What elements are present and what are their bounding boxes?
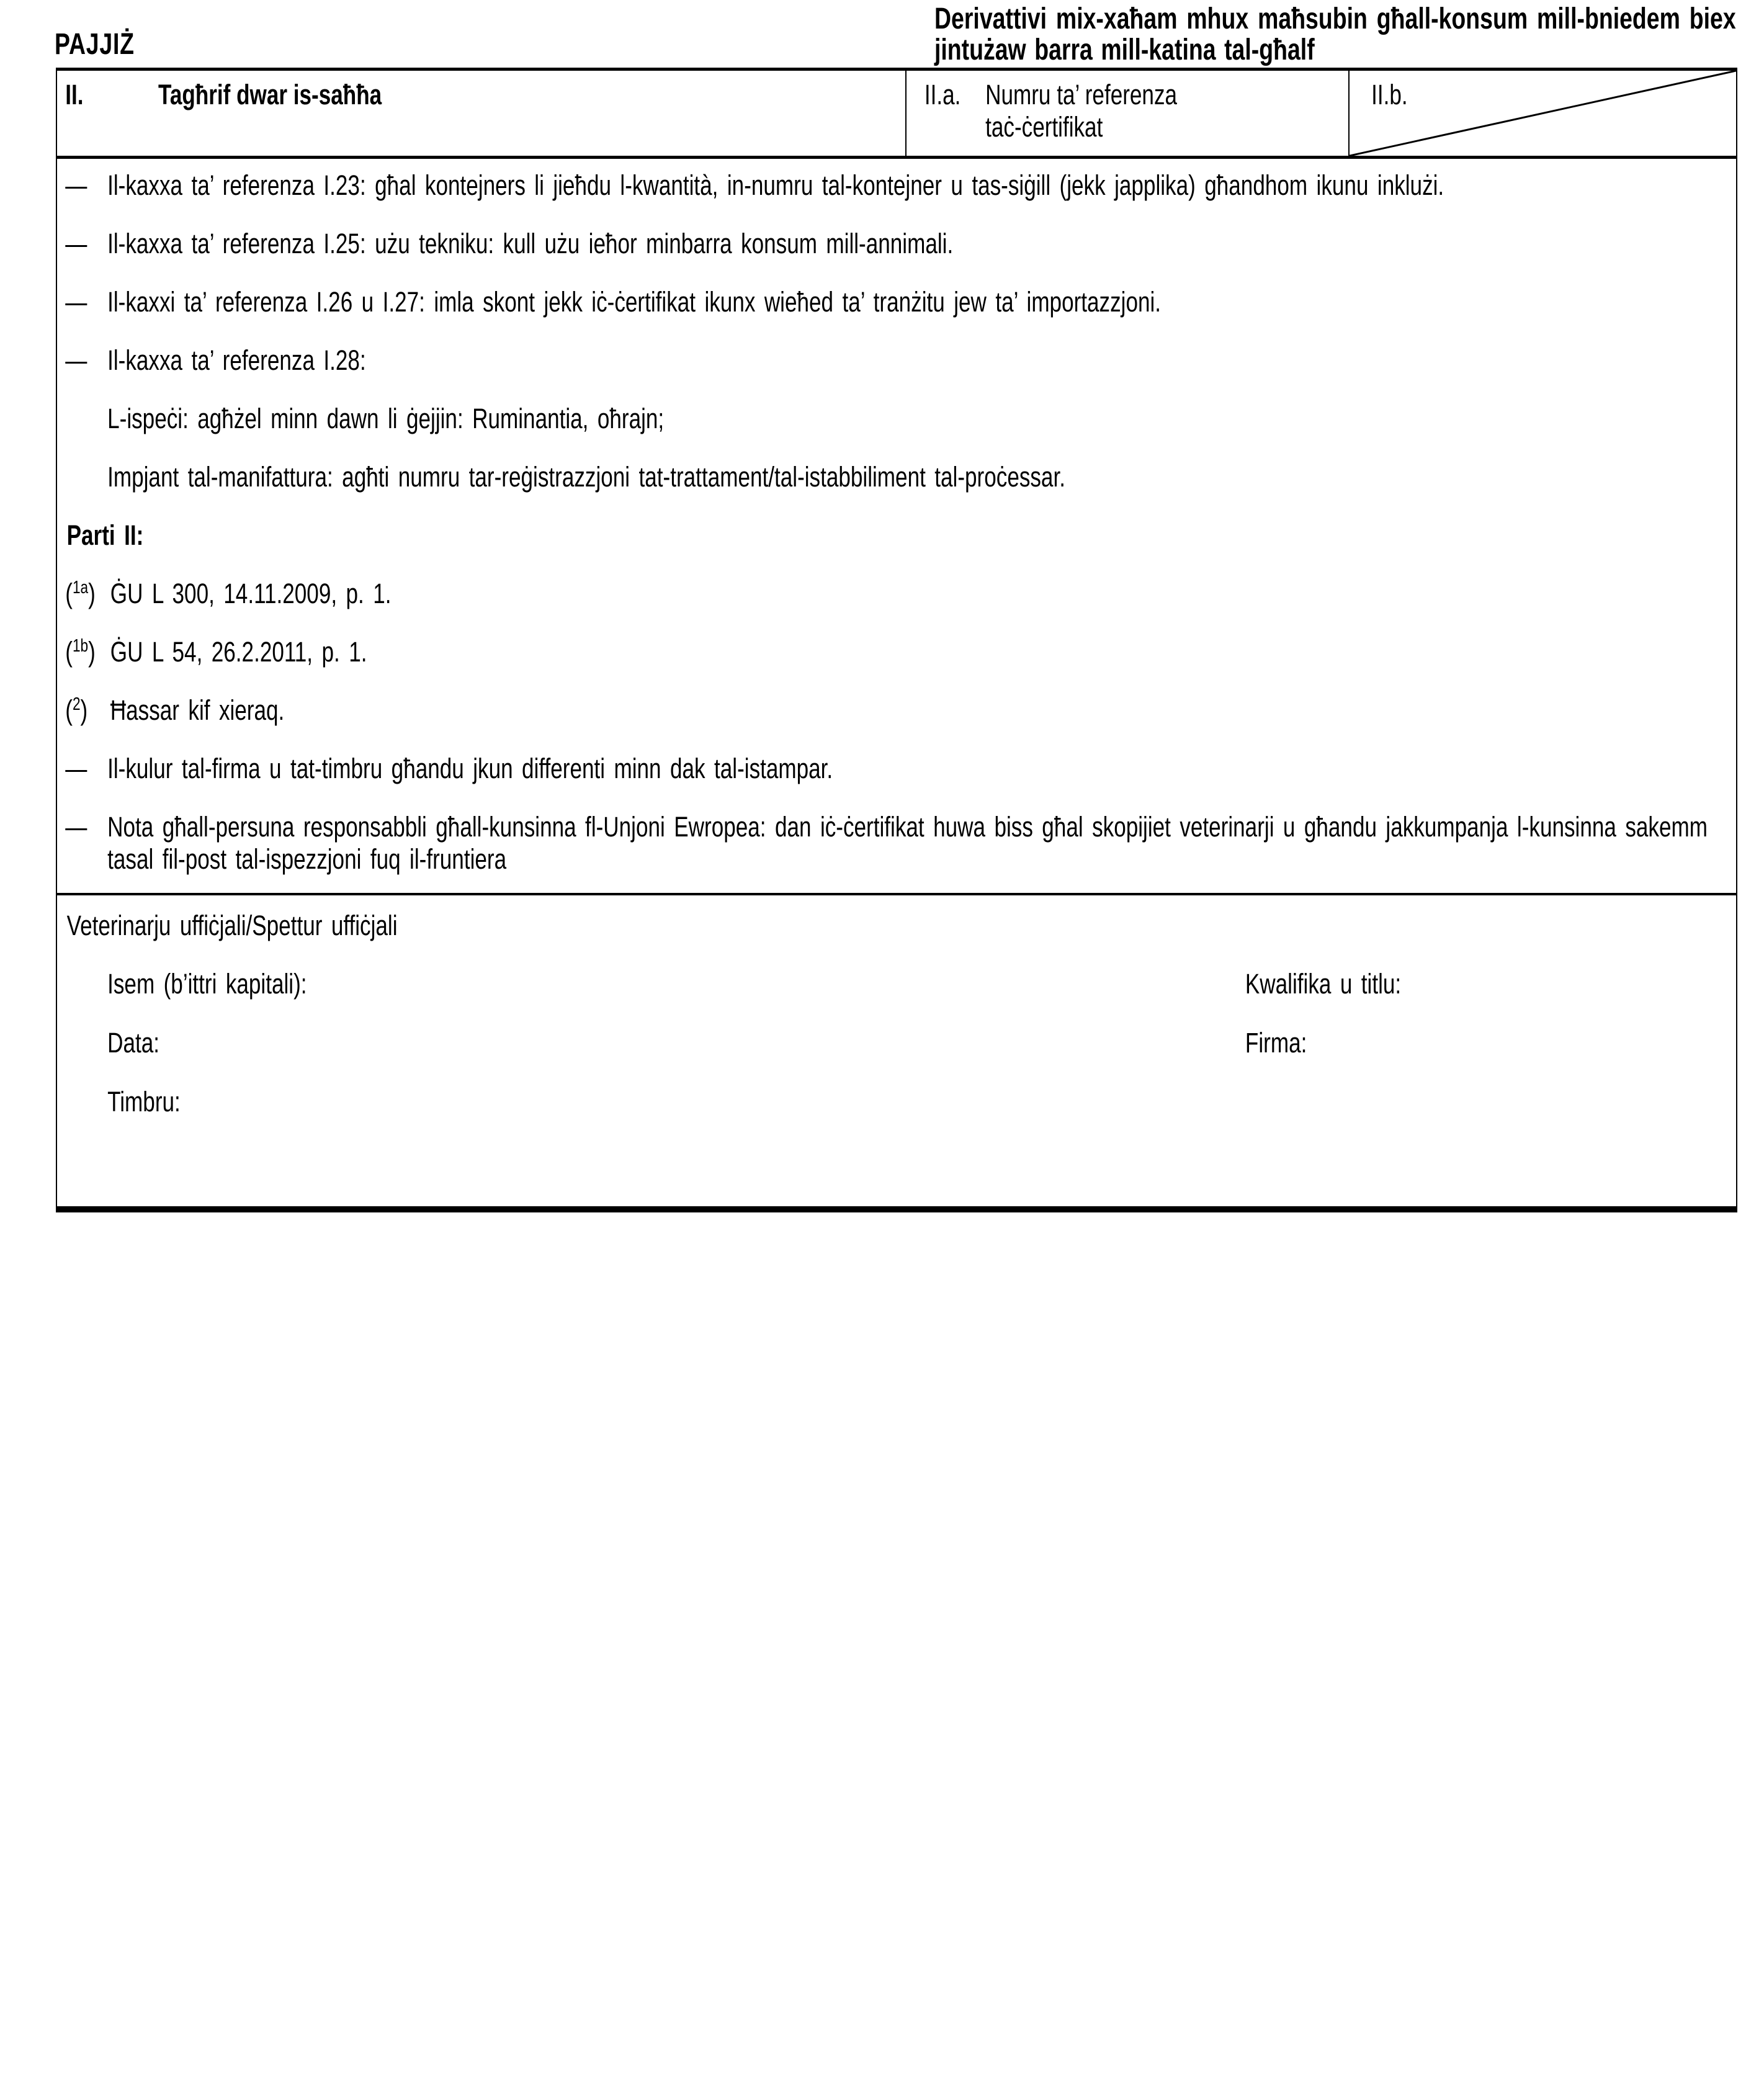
- table-header-row: [57, 71, 1736, 159]
- certificate-table: [56, 68, 1737, 1212]
- notes-section: [57, 159, 1736, 895]
- note-item: [57, 286, 1714, 318]
- footnote-marker: ($^{1a}$): [65, 578, 96, 609]
- footnote-text: ĠU L 300, 14.11.2009, p. 1.: [110, 578, 392, 609]
- note-text: L-ispeċi: agħżel minn dawn li ġejjin: Ruminantia, oħrajn;: [107, 403, 665, 434]
- part-ii-label: Parti II:: [66, 519, 144, 551]
- footnote-text: ĠU L 54, 26.2.2011, p. 1.: [110, 636, 367, 668]
- date-label: Data:: [107, 1027, 160, 1059]
- note-text: Il-kulur tal-firma u tat-timbru għandu jkun differenti minn dak tal-istampar.: [107, 753, 833, 784]
- header-cell-iib: [1348, 71, 1736, 156]
- footnote-item: [57, 578, 1717, 610]
- footnote-marker: ($^2$): [65, 694, 88, 726]
- dash-marker: —: [65, 228, 87, 259]
- note-item: [57, 169, 1714, 202]
- qualification-label: Kwalifika u titlu:: [1245, 968, 1402, 1000]
- dash-marker: —: [65, 286, 87, 318]
- note-item: [57, 228, 1714, 260]
- name-label: Isem (b’ittri kapitali):: [107, 968, 307, 1000]
- signature-date-row: [57, 1027, 1714, 1059]
- footnote-item: [57, 694, 1717, 727]
- signature-section: [57, 895, 1736, 1206]
- note-subitem: [57, 461, 1714, 493]
- note-text: Il-kaxxa ta’ referenza I.28:: [107, 344, 366, 376]
- certificate-ref-code: II.a.: [924, 79, 961, 110]
- note-text: Impjant tal-manifattura: agħti numru tar-reġistrazzjoni tat-trattament/tal-istabbiliment tal-proċessar.: [107, 461, 1065, 493]
- dash-marker: —: [65, 753, 87, 784]
- note-text: Nota għall-persuna responsabbli għall-kunsinna fl-Unjoni Ewropea: dan iċ-ċertifikat huwa biss għal skopijiet veterinarji u għandu jakkumpanja l-kunsinna sakemm tasal fil-post tal-ispezzjoni fuq il-fruntiera: [107, 811, 1708, 875]
- signature-name-row: [57, 968, 1714, 1000]
- country-label: PAJJIŻ: [55, 28, 135, 61]
- note-text: Il-kaxxa ta’ referenza I.25: użu tekniku: kull użu ieħor minbarra konsum mill-annimali.: [107, 228, 954, 259]
- header-cell-certificate-ref: [905, 71, 1348, 156]
- signature-label: Firma:: [1245, 1027, 1307, 1059]
- certificate-ref-label: Numru ta’ referenza taċ-ċertifikat: [985, 79, 1178, 143]
- dash-marker: —: [65, 169, 87, 201]
- note-item: [57, 811, 1714, 876]
- signature-heading: Veterinarju uffiċjali/Spettur uffiċjali: [66, 910, 398, 941]
- footnote-item: [57, 636, 1717, 668]
- footnote-marker: ($^{1b}$): [65, 636, 96, 668]
- section-number: II.: [65, 79, 84, 110]
- dash-marker: —: [65, 344, 87, 376]
- stamp-label: Timbru:: [107, 1086, 181, 1118]
- document-title: Derivattivi mix-xaħam mhux maħsubin għall-konsum mill-bniedem biex jintużaw barra mill-katina tal-għalf: [934, 2, 1736, 66]
- iib-code: II.b.: [1371, 79, 1408, 110]
- footnote-text: Ħassar kif xieraq.: [110, 694, 285, 726]
- note-subitem: [57, 403, 1714, 435]
- note-text: Il-kaxxa ta’ referenza I.23: għal kontejners li jieħdu l-kwantità, in-numru tal-kontejner u tas-siġill (jekk japplika) għandhom ikunu inklużi.: [107, 169, 1444, 201]
- note-text: Il-kaxxi ta’ referenza I.26 u I.27: imla skont jekk iċ-ċertifikat ikunx wieħed ta’ tranżitu jew ta’ importazzjoni.: [107, 286, 1162, 318]
- part-ii-heading: [57, 519, 1673, 552]
- header-cell-health-info: [57, 71, 905, 156]
- section-title: Tagħrif dwar is-saħħa: [158, 79, 382, 110]
- dash-marker: —: [65, 811, 87, 843]
- note-item: [57, 344, 1714, 377]
- signature-stamp-row: [57, 1086, 1714, 1118]
- note-item: [57, 753, 1714, 785]
